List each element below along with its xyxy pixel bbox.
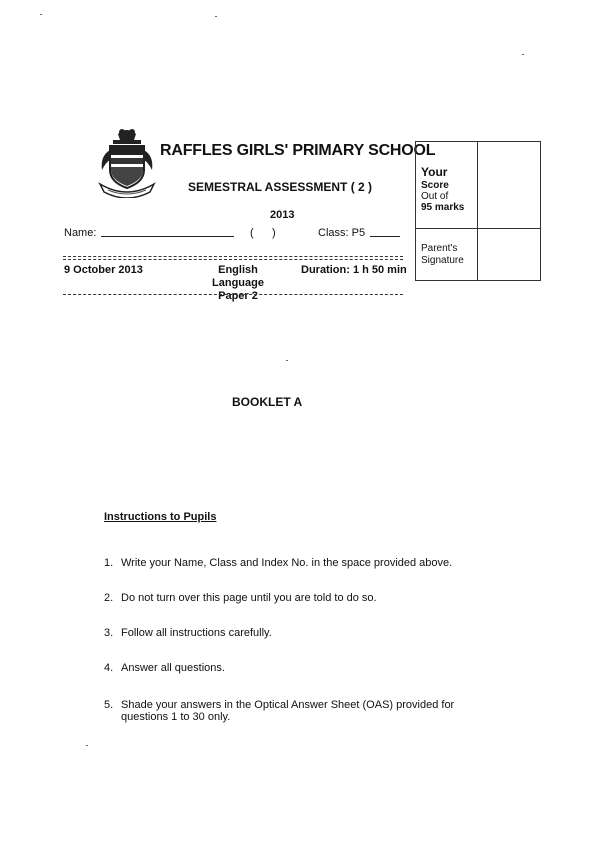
- scan-speck: [215, 16, 217, 17]
- exam-subject: English Language: [212, 264, 264, 289]
- scan-speck: [522, 54, 524, 55]
- instruction-text: Follow all instructions carefully.: [121, 627, 272, 639]
- scan-speck: [40, 14, 42, 15]
- instruction-number: 2.: [104, 592, 114, 604]
- instruction-number: 4.: [104, 662, 114, 674]
- instructions-heading: Instructions to Pupils: [104, 511, 217, 523]
- booklet-title: BOOKLET A: [232, 395, 303, 409]
- instruction-number: 1.: [104, 557, 114, 569]
- score-box-divider-vertical: [477, 142, 478, 280]
- divider-dashed-top-2: [63, 259, 403, 260]
- exam-paper: Paper 2: [218, 290, 258, 302]
- instruction-text: Shade your answers in the Optical Answer Sheet (OAS) provided for questions 1 to 30 only.: [121, 699, 455, 723]
- name-label: Name:: [64, 227, 97, 239]
- index-number-field[interactable]: ( ): [250, 227, 276, 239]
- school-name: RAFFLES GIRLS' PRIMARY SCHOOL: [160, 142, 436, 159]
- instruction-text: Write your Name, Class and Index No. in the space provided above.: [121, 557, 453, 569]
- exam-date: 9 October 2013: [64, 264, 143, 276]
- exam-duration: Duration: 1 h 50 min: [301, 264, 407, 276]
- parent-signature-label: Parent's Signature: [421, 243, 464, 266]
- exam-title: SEMESTRAL ASSESSMENT ( 2 ): [188, 180, 373, 194]
- out-of-label: Out of: [421, 191, 449, 202]
- instruction-number: 3.: [104, 627, 114, 639]
- exam-year: 2013: [270, 209, 295, 221]
- scan-speck: [286, 360, 288, 361]
- divider-dashed-bottom: [63, 294, 403, 295]
- class-field-line[interactable]: [370, 236, 400, 237]
- your-label: Your: [421, 165, 448, 179]
- instruction-text: Answer all questions.: [121, 662, 225, 674]
- divider-dashed-top: [63, 256, 403, 257]
- instruction-number: 5.: [104, 699, 114, 711]
- score-label: Score: [421, 180, 449, 191]
- exam-subject-block: [192, 264, 284, 303]
- instruction-text: Do not turn over this page until you are told to do so.: [121, 592, 377, 604]
- scan-speck: [86, 745, 88, 746]
- name-field-line[interactable]: [101, 236, 234, 237]
- school-crest-logo: [98, 126, 156, 198]
- score-box-divider-horizontal: [416, 228, 540, 229]
- class-label: Class: P5: [318, 227, 366, 239]
- total-marks-label: 95 marks: [421, 202, 465, 213]
